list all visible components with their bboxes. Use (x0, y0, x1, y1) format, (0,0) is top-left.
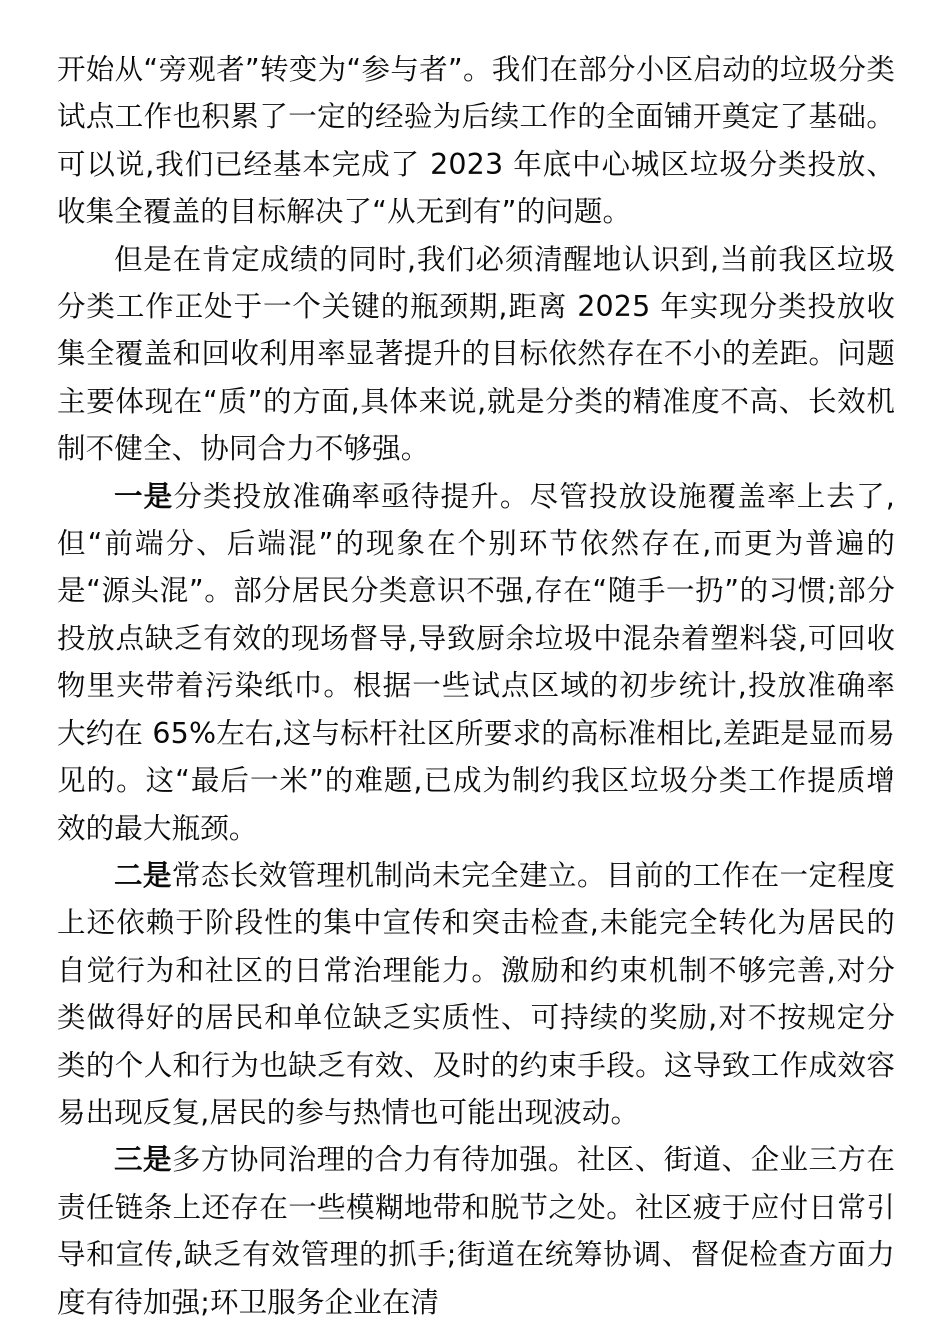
document-body (57, 46, 895, 1326)
paragraph-overall-assessment (57, 236, 895, 473)
paragraph-continuation (57, 46, 895, 236)
point-two-lead-label: 二是 (114, 858, 172, 892)
paragraph-text: 多方协同治理的合力有待加强。社区、街道、企业三方在责任链条上还存在一些模糊地带和脱节之处。社区疲于应付日常引导和宣传,缺乏有效管理的抓手;街道在统筹协调、督促检查方面力度有待加强;环卫服务企业在清 (57, 1143, 895, 1319)
paragraph-point-three (57, 1136, 895, 1326)
paragraph-text: 分类投放准确率亟待提升。尽管投放设施覆盖率上去了,但“前端分、后端混”的现象在个别环节依然存在,而更为普遍的是“源头混”。部分居民分类意识不强,存在“随手一扔”的习惯;部分投放点缺乏有效的现场督导,导致厨余垃圾中混杂着塑料袋,可回收物里夹带着污染纸巾。根据一些试点区域的初步统计,投放准确率大约在 65%左右,这与标杆社区所要求的高标准相比,差距是显而易见的。这“最后一米”的难题,已成为制约我区垃圾分类工作提质增效的最大瓶颈。 (57, 479, 895, 845)
paragraph-point-one (57, 473, 895, 852)
point-one-lead-label: 一是 (114, 479, 174, 513)
paragraph-text: 开始从“旁观者”转变为“参与者”。我们在部分小区启动的垃圾分类试点工作也积累了一定的经验为后续工作的全面铺开奠定了基础。可以说,我们已经基本完成了 2023 年底中心城区垃圾分类投放、收集全覆盖的目标解决了“从无到有”的问题。 (57, 53, 895, 229)
paragraph-text: 常态长效管理机制尚未完全建立。目前的工作在一定程度上还依赖于阶段性的集中宣传和突击检查,未能完全转化为居民的自觉行为和社区的日常治理能力。激励和约束机制不够完善,对分类做得好的居民和单位缺乏实质性、可持续的奖励,对不按规定分类的个人和行为也缺乏有效、及时的约束手段。这导致工作成效容易出现反复,居民的参与热情也可能出现波动。 (57, 858, 895, 1129)
point-three-lead-label: 三是 (114, 1143, 172, 1177)
paragraph-point-two (57, 852, 895, 1136)
paragraph-text: 但是在肯定成绩的同时,我们必须清醒地认识到,当前我区垃圾分类工作正处于一个关键的瓶颈期,距离 2025 年实现分类投放收集全覆盖和回收利用率显著提升的目标依然存在不小的差距。问题主要体现在“质”的方面,具体来说,就是分类的精准度不高、长效机制不健全、协同合力不够强。 (57, 242, 895, 466)
